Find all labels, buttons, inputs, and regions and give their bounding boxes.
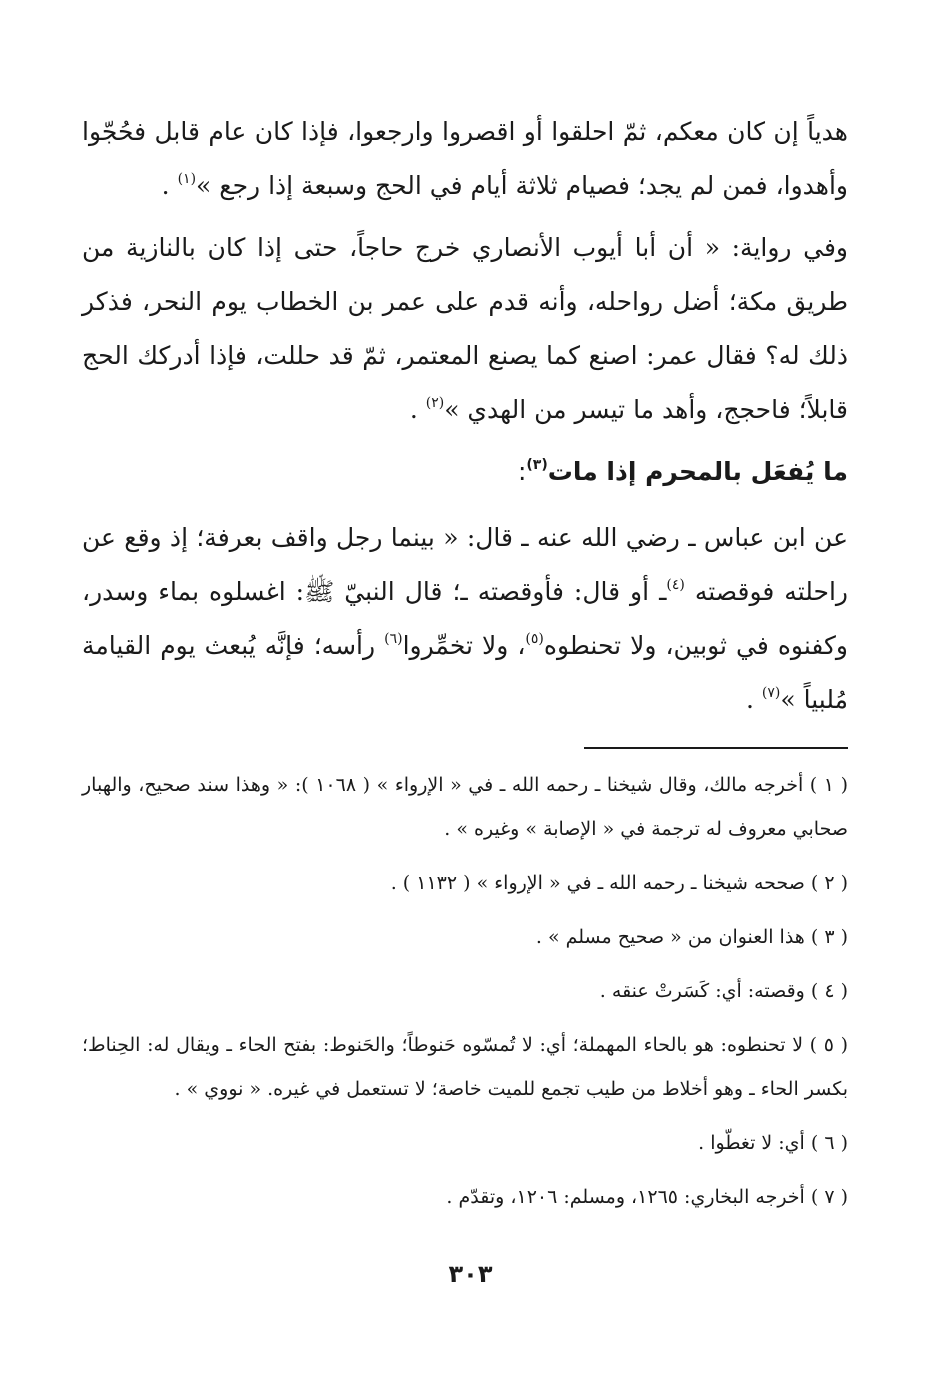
footnote-5: ( ٥ ) لا تحنطوه: هو بالحاء المهملة؛ أي: لا تُمسّوه حَنوطاً؛ والحَنوط: بفتح الحاء ـ ويقال له: الحِناط؛ بكسر الحاء ـ وهو أخلاط من طيب تجمع للميت خاصة؛ لا تستعمل في غيره. « نووي » . [82,1034,848,1100]
paragraph-1 [82,105,848,213]
hadith-paragraph [82,511,848,727]
footnote-4: ( ٤ ) وقصته: أي: كَسَرتْ عنقه . [599,980,848,1002]
footnote-ref-5: (٥) [525,630,544,647]
main-text [82,105,848,727]
paragraph-1-tail: . [161,171,178,200]
section-heading-text: ما يُفعَل بالمحرم إذا مات [547,457,848,486]
footnote-separator [584,747,848,749]
footnotes [82,763,848,1219]
paragraph-2-text: وفي رواية: « أن أبا أيوب الأنصاري خرج حاجاً، حتى إذا كان بالنازية من طريق مكة؛ أضل رواحله، وأنه قدم على عمر بن الخطاب يوم النحر، فذكر ذلك له؟ فقال عمر: اصنع كما يصنع المعتمر، ثمّ قد حللت، فإذا أدركك الحج قابلاً؛ فاحجج، وأهد ما تيسر من الهدي » [82,233,848,424]
book-page [82,105,848,1355]
footnote-ref-1: (١) [177,170,197,187]
hadith-part-2: ـ أو قال: فأوقصته ـ؛ قال النبيّ ﷺ: اغسلوه بماء وسدر، وكفنوه في ثوبين، ولا تحنطوه [82,577,848,660]
footnote-3: ( ٣ ) هذا العنوان من « صحيح مسلم » . [535,926,848,948]
paragraph-2 [82,221,848,437]
footnote-1: ( ١ ) أخرجه مالك، وقال شيخنا ـ رحمه الله ـ في « الإرواء » ( ١٠٦٨ ): « وهذا سند صحيح، والهبار صحابي معروف له ترجمة في « الإصابة » وغيره » . [82,774,849,840]
footnote-ref-2: (٢) [425,394,445,411]
footnote-6: ( ٦ ) أي: لا تغطّوا . [698,1132,848,1154]
footnote-7: ( ٧ ) أخرجه البخاري: ١٢٦٥، ومسلم: ١٢٠٦، وتقدّم . [446,1186,848,1208]
page-number: ٣٠٣ [448,1260,493,1288]
footnote-ref-7: (٧) [761,684,781,701]
hadith-tail: . [746,685,762,714]
paragraph-1-text: هدياً إن كان معكم، ثمّ احلقوا أو اقصروا وارجعوا، فإذا كان عام قابل فحُجّوا وأهدوا، فمن لم يجد؛ فصيام ثلاثة أيام في الحج وسبعة إذا رجع » [82,117,848,200]
hadith-part-3: ، ولا تخمِّروا [402,631,526,660]
footnote-2: ( ٢ ) صححه شيخنا ـ رحمه الله ـ في « الإرواء » ( ١١٣٢ ) . [390,872,848,894]
section-heading-colon: : [517,457,527,486]
paragraph-2-tail: . [409,395,426,424]
footnote-ref-3: (٣) [526,456,548,473]
footnote-ref-4: (٤) [666,576,685,593]
hadith-part-1: عن ابن عباس ـ رضي الله عنه ـ قال: « بينما رجل واقف بعرفة؛ إذ وقع عن راحلته فوقصته [82,523,848,606]
section-heading [82,445,848,499]
hadith-part-4: رأسه؛ فإنَّه يُبعث يوم القيامة مُلبياً » [82,631,848,714]
footnote-ref-6: (٦) [384,630,403,647]
